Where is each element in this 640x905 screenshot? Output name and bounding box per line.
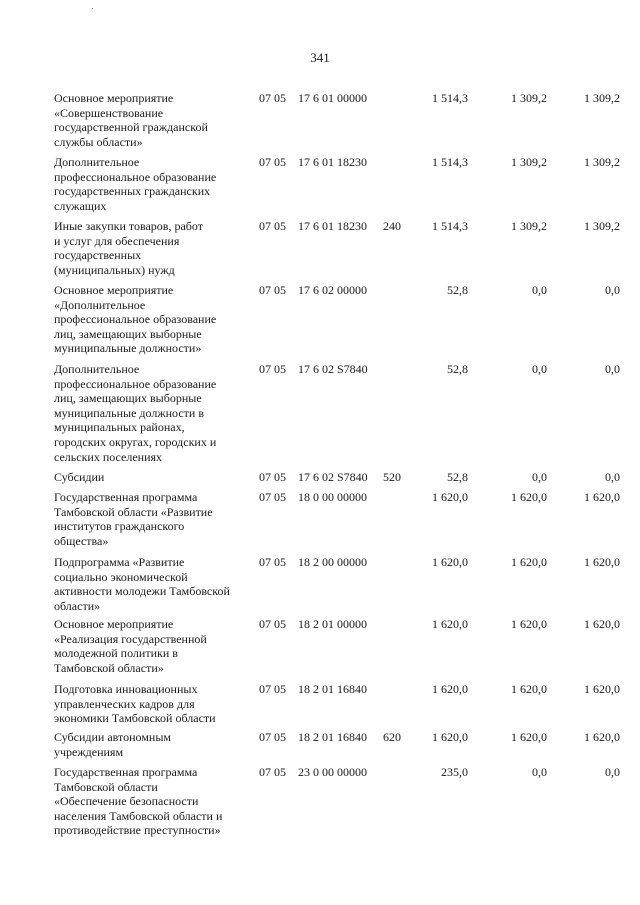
row-amount-3: 1 620,0 <box>584 730 620 744</box>
row-amount-1: 52,8 <box>447 283 468 297</box>
row-amount-2: 0,0 <box>532 283 547 297</box>
row-section-code: 07 05 <box>259 219 286 233</box>
row-target-article-code: 18 2 01 16840 <box>298 682 367 696</box>
row-name: Подпрограмма «Развитие социально экономической активности молодежи Тамбовской области» <box>54 555 230 613</box>
row-target-article-code: 18 0 00 00000 <box>298 490 367 504</box>
row-amount-2: 0,0 <box>532 362 547 376</box>
row-amount-3: 1 620,0 <box>584 490 620 504</box>
row-amount-3: 0,0 <box>605 765 620 779</box>
row-expense-type-code: 520 <box>383 470 401 484</box>
row-target-article-code: 17 6 02 00000 <box>298 283 367 297</box>
row-amount-2: 1 309,2 <box>511 155 547 169</box>
row-section-code: 07 05 <box>259 470 286 484</box>
row-section-code: 07 05 <box>259 155 286 169</box>
row-name: Государственная программа Тамбовской области «Обеспечение безопасности населения Тамбовской области и противодействие преступности» <box>54 765 223 838</box>
row-amount-2: 1 620,0 <box>511 730 547 744</box>
row-amount-2: 1 620,0 <box>511 617 547 631</box>
row-amount-3: 1 309,2 <box>584 91 620 105</box>
row-amount-1: 235,0 <box>441 765 468 779</box>
row-amount-1: 1 620,0 <box>432 555 468 569</box>
row-amount-2: 1 620,0 <box>511 490 547 504</box>
row-amount-2: 0,0 <box>532 470 547 484</box>
row-target-article-code: 18 2 00 00000 <box>298 555 367 569</box>
row-target-article-code: 23 0 00 00000 <box>298 765 367 779</box>
row-section-code: 07 05 <box>259 490 286 504</box>
row-amount-1: 1 620,0 <box>432 682 468 696</box>
row-target-article-code: 18 2 01 16840 <box>298 730 367 744</box>
row-section-code: 07 05 <box>259 730 286 744</box>
row-name: Основное мероприятие «Совершенствование государственной гражданской службы области» <box>54 91 208 149</box>
row-amount-2: 0,0 <box>532 765 547 779</box>
row-amount-1: 1 620,0 <box>432 490 468 504</box>
row-target-article-code: 17 6 01 00000 <box>298 91 367 105</box>
row-name: Государственная программа Тамбовской области «Развитие институтов гражданского общества» <box>54 490 213 548</box>
row-section-code: 07 05 <box>259 555 286 569</box>
row-amount-3: 0,0 <box>605 362 620 376</box>
row-amount-3: 1 309,2 <box>584 155 620 169</box>
row-amount-2: 1 620,0 <box>511 555 547 569</box>
row-target-article-code: 17 6 02 S7840 <box>298 470 368 484</box>
row-name: Субсидии автономным учреждениям <box>54 730 171 759</box>
row-amount-3: 1 620,0 <box>584 555 620 569</box>
scan-speck <box>92 8 93 9</box>
row-amount-2: 1 620,0 <box>511 682 547 696</box>
row-target-article-code: 17 6 02 S7840 <box>298 362 368 376</box>
row-amount-1: 1 514,3 <box>432 91 468 105</box>
row-target-article-code: 17 6 01 18230 <box>298 155 367 169</box>
row-amount-1: 1 620,0 <box>432 730 468 744</box>
row-section-code: 07 05 <box>259 765 286 779</box>
row-amount-1: 1 514,3 <box>432 155 468 169</box>
row-expense-type-code: 240 <box>383 219 401 233</box>
row-section-code: 07 05 <box>259 283 286 297</box>
row-expense-type-code: 620 <box>383 730 401 744</box>
page-number: 341 <box>310 50 330 65</box>
row-amount-1: 52,8 <box>447 470 468 484</box>
row-name: Подготовка инновационных управленческих кадров для экономики Тамбовской области <box>54 682 216 726</box>
row-amount-1: 1 514,3 <box>432 219 468 233</box>
row-section-code: 07 05 <box>259 617 286 631</box>
row-name: Дополнительное профессиональное образование лиц, замещающих выборные муниципальные должности в муниципальных районах, городских округах, городских и сельских поселениях <box>54 362 217 464</box>
row-section-code: 07 05 <box>259 362 286 376</box>
row-section-code: 07 05 <box>259 682 286 696</box>
row-name: Основное мероприятие «Реализация государственной молодежной политики в Тамбовской области» <box>54 617 207 675</box>
row-amount-1: 1 620,0 <box>432 617 468 631</box>
row-name: Дополнительное профессиональное образование государственных гражданских служащих <box>54 155 217 213</box>
row-amount-3: 1 309,2 <box>584 219 620 233</box>
row-amount-3: 1 620,0 <box>584 617 620 631</box>
row-name: Иные закупки товаров, работ и услуг для обеспечения государственных (муниципальных) нужд <box>54 219 203 277</box>
row-name: Субсидии <box>54 470 105 484</box>
row-amount-3: 0,0 <box>605 283 620 297</box>
row-target-article-code: 17 6 01 18230 <box>298 219 367 233</box>
row-section-code: 07 05 <box>259 91 286 105</box>
row-amount-2: 1 309,2 <box>511 91 547 105</box>
row-amount-3: 0,0 <box>605 470 620 484</box>
row-target-article-code: 18 2 01 00000 <box>298 617 367 631</box>
row-amount-1: 52,8 <box>447 362 468 376</box>
row-amount-3: 1 620,0 <box>584 682 620 696</box>
row-amount-2: 1 309,2 <box>511 219 547 233</box>
row-name: Основное мероприятие «Дополнительное профессиональное образование лиц, замещающих выборные муниципальные должности» <box>54 283 217 356</box>
